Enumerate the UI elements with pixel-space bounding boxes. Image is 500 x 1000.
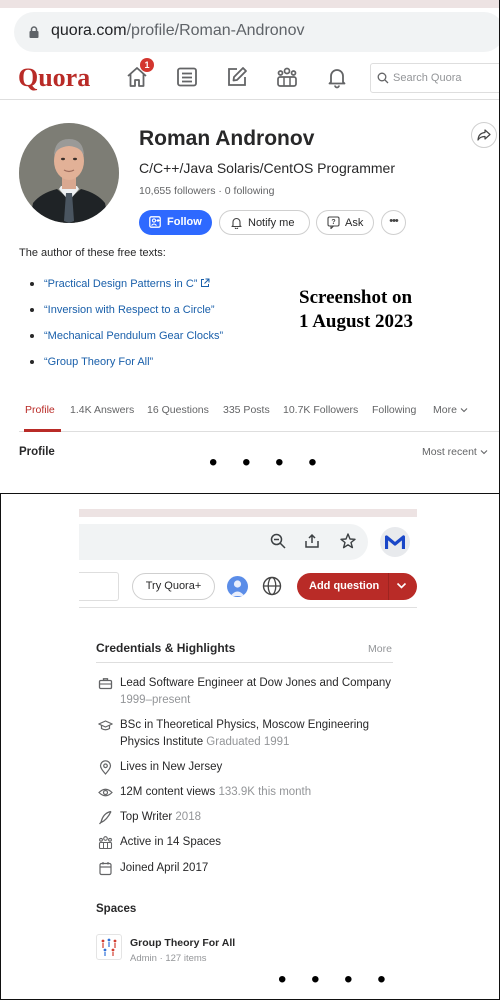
user-avatar-icon bbox=[227, 576, 248, 597]
search-icon bbox=[377, 72, 389, 84]
profile-intro: The author of these free texts: bbox=[19, 247, 166, 259]
profile-photo bbox=[19, 123, 119, 223]
tab-profile[interactable]: Profile bbox=[25, 404, 55, 416]
graduation-cap-icon bbox=[98, 718, 113, 733]
chevron-down-icon[interactable] bbox=[396, 582, 407, 590]
search-placeholder: Search Quora bbox=[393, 72, 462, 84]
space-meta: Admin · 127 items bbox=[130, 953, 207, 964]
add-question-label: Add question bbox=[309, 580, 380, 592]
location-pin-icon bbox=[98, 760, 113, 775]
notification-badge: 1 bbox=[140, 58, 154, 72]
spaces-people-icon[interactable] bbox=[275, 65, 299, 89]
chevron-down-icon bbox=[480, 449, 488, 455]
user-avatar[interactable] bbox=[227, 576, 248, 597]
profile-avatar[interactable] bbox=[19, 123, 119, 223]
quora-top-nav bbox=[0, 56, 500, 100]
ellipsis-icon: ••• bbox=[389, 215, 398, 227]
ask-button[interactable] bbox=[316, 210, 374, 235]
free-text-link[interactable]: “Mechanical Pendulum Gear Clocks” bbox=[27, 323, 223, 349]
browser-tab-strip bbox=[79, 509, 417, 517]
zoom-icon[interactable] bbox=[269, 532, 287, 550]
credentials-more-link[interactable]: More bbox=[368, 643, 392, 655]
tab-more[interactable]: More bbox=[433, 404, 468, 416]
add-question-button[interactable] bbox=[297, 573, 417, 600]
notify-me-label: Notify me bbox=[248, 217, 295, 229]
ask-question-icon bbox=[327, 216, 340, 229]
eye-icon bbox=[98, 785, 113, 800]
follow-label: Follow bbox=[167, 216, 202, 228]
bottom-screenshot-panel: Try Quora+ Add question Credentials & Highlights More Lead Software Engineer at Dow Jones and Company 1999–present BSc in Theoretical Physics, Moscow Engineering Physics Institute Graduated 1991 Lives in New Jersey 12M content views 133.9K this month Top Writer 2018 Active in 14 Spaces Joined April 2017 Spaces Group Theory For All Admin · 127 items • • • • bbox=[0, 494, 500, 1000]
svg-text:?: ? bbox=[331, 219, 336, 227]
browser-tab-strip bbox=[0, 0, 500, 8]
profile-tagline: C/C++/Java Solaris/CentOS Programmer bbox=[139, 160, 395, 176]
profile-tabs bbox=[19, 394, 500, 432]
continuation-dots: • • • • bbox=[278, 966, 395, 993]
search-box[interactable] bbox=[79, 572, 119, 601]
url-text: quora.com/profile/Roman-Andronov bbox=[51, 22, 305, 39]
quill-icon bbox=[98, 810, 113, 825]
continuation-dots: • • • • bbox=[209, 449, 326, 476]
tab-following[interactable]: Following bbox=[372, 404, 417, 416]
bell-icon[interactable] bbox=[325, 65, 349, 89]
free-text-link[interactable]: “Inversion with Respect to a Circle” bbox=[27, 297, 223, 323]
calendar-icon bbox=[98, 861, 113, 876]
quora-logo[interactable]: Quora bbox=[18, 63, 91, 92]
top-screenshot-panel bbox=[0, 0, 500, 494]
sort-dropdown[interactable]: Most recent bbox=[422, 446, 488, 458]
chevron-down-icon bbox=[460, 407, 468, 413]
address-bar[interactable] bbox=[14, 12, 500, 52]
m-extension-icon bbox=[385, 534, 405, 550]
tab-answers[interactable]: 1.4K Answers bbox=[70, 404, 135, 416]
answer-pencil-icon[interactable] bbox=[225, 65, 249, 89]
follow-button[interactable] bbox=[139, 210, 212, 235]
globe-icon[interactable] bbox=[262, 576, 282, 596]
free-text-link[interactable]: “Practical Design Patterns in C” bbox=[27, 271, 223, 297]
tab-posts[interactable]: 335 Posts bbox=[223, 404, 270, 416]
tab-questions[interactable]: 16 Questions bbox=[147, 404, 209, 416]
bookmark-star-icon[interactable] bbox=[339, 532, 357, 550]
active-tab-indicator bbox=[24, 429, 61, 432]
free-texts-list bbox=[27, 271, 223, 375]
follower-stats[interactable]: 10,655 followers · 0 following bbox=[139, 185, 275, 197]
free-text-link[interactable]: “Group Theory For All” bbox=[27, 349, 223, 375]
external-link-icon bbox=[200, 278, 210, 288]
space-thumbnail[interactable] bbox=[96, 934, 122, 960]
screenshot-date-annotation: Screenshot on 1 August 2023 bbox=[299, 287, 414, 332]
divider bbox=[96, 662, 393, 663]
quora-top-nav-right bbox=[79, 568, 417, 608]
try-quora-plus-button[interactable]: Try Quora+ bbox=[132, 573, 215, 600]
spaces-icon bbox=[98, 835, 113, 850]
spaces-section-title: Spaces bbox=[96, 903, 137, 915]
group-theory-space-icon bbox=[97, 935, 121, 959]
notify-me-button[interactable] bbox=[219, 210, 310, 235]
bell-outline-icon bbox=[230, 216, 243, 229]
share-arrow-icon bbox=[477, 128, 491, 142]
credentials-title: Credentials & Highlights bbox=[96, 641, 236, 655]
address-bar-right[interactable] bbox=[79, 524, 368, 560]
lock-icon bbox=[27, 25, 41, 39]
ask-label: Ask bbox=[345, 217, 364, 229]
extension-button[interactable] bbox=[380, 527, 410, 557]
feed-section-title: Profile bbox=[19, 446, 55, 458]
share-page-icon[interactable] bbox=[303, 532, 321, 550]
share-profile-button[interactable] bbox=[471, 122, 497, 148]
following-feed-icon[interactable] bbox=[175, 65, 199, 89]
button-divider bbox=[388, 573, 389, 600]
profile-name: Roman Andronov bbox=[139, 127, 315, 150]
briefcase-icon bbox=[98, 676, 113, 691]
follow-user-icon bbox=[149, 216, 161, 228]
search-box[interactable] bbox=[370, 63, 500, 93]
more-options-button[interactable] bbox=[381, 210, 406, 235]
space-name[interactable]: Group Theory For All bbox=[130, 937, 236, 949]
tab-followers[interactable]: 10.7K Followers bbox=[283, 404, 359, 416]
